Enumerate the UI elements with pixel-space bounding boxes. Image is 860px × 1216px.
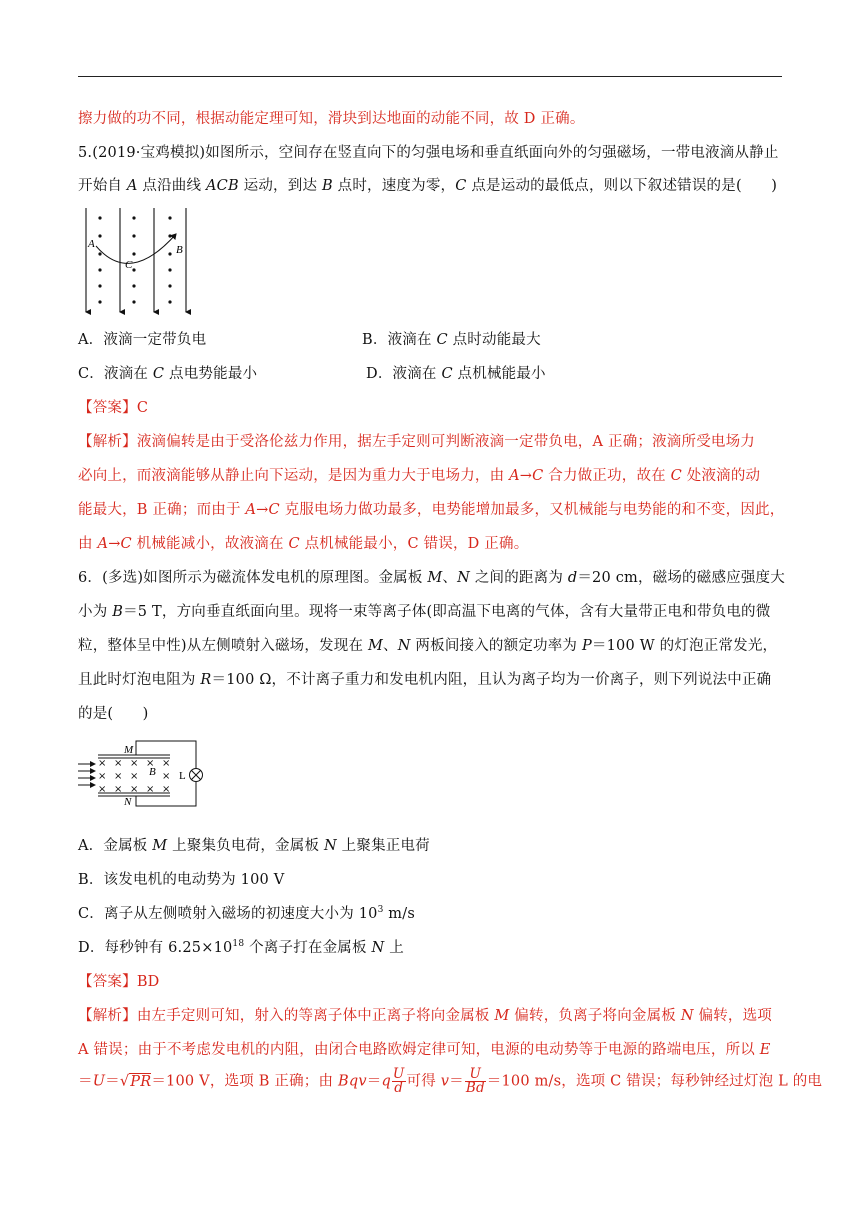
svg-text:×: × xyxy=(98,771,107,782)
q5-option-c: C．液滴在 C 点电势能最小 xyxy=(78,366,258,382)
label-lamp: L xyxy=(179,770,186,782)
q6-analysis-line2: A 错误；由于不考虑发电机的内阻，由闭合电路欧姆定律可知，电源的电动势等于电源的路端电压，所以 E xyxy=(78,1042,771,1058)
q6-option-b: B．该发电机的电动势为 100 V xyxy=(78,872,285,888)
svg-text:×: × xyxy=(114,758,123,769)
magnetic-field-dots xyxy=(98,216,171,303)
q5-option-a: A．液滴一定带负电 xyxy=(78,332,207,348)
q5-field-diagram xyxy=(80,206,192,318)
svg-text:×: × xyxy=(98,784,107,795)
electric-field-lines xyxy=(86,208,186,312)
header-rule xyxy=(78,76,782,77)
q6-option-c: C．离子从左侧喷射入磁场的初速度大小为 $10^3$ m/s xyxy=(78,905,415,922)
fraction-u-over-d: $\frac{U}{d}$ xyxy=(392,1066,405,1096)
label-n: N xyxy=(124,796,132,808)
q5-analysis-line3: 能最大，B 正确；而由于 A→C 克服电场力做功最多，电势能增加最多，又机械能与电势能的和不变，因此， xyxy=(78,502,785,518)
svg-text:×: × xyxy=(162,784,171,795)
label-c: C xyxy=(125,259,133,271)
q6-stem-line3: 粒，整体呈中性)从左侧喷射入磁场，发现在 M、N 两板间接入的额定功率为 P＝100 W 的灯泡正常发光， xyxy=(78,638,778,654)
svg-text:×: × xyxy=(130,784,139,795)
svg-text:×: × xyxy=(162,758,171,769)
q5-stem-line2: 开始自 A 点沿曲线 ACB 运动，到达 B 点时，速度为零，C 点是运动的最低点，则以下叙述错误的是( ) xyxy=(78,178,778,194)
fraction-u-over-bd: $\frac{U}{Bd}$ xyxy=(465,1066,485,1096)
label-b: B xyxy=(176,244,183,256)
q6-generator-diagram xyxy=(78,738,210,808)
svg-text:×: × xyxy=(114,784,123,795)
trajectory-curve xyxy=(96,234,176,263)
q5-option-d: D．液滴在 C 点机械能最小 xyxy=(366,366,546,382)
label-b-field: B xyxy=(149,766,156,778)
svg-text:×: × xyxy=(162,771,171,782)
continuation-line: 擦力做的功不同，根据动能定理可知，滑块到达地面的动能不同，故 D 正确。 xyxy=(78,111,585,127)
q6-option-a: A．金属板 M 上聚集负电荷，金属板 N 上聚集正电荷 xyxy=(78,838,430,854)
svg-text:×: × xyxy=(146,758,155,769)
q6-stem-line2: 小为 B＝5 T，方向垂直纸面向里。现将一束等离子体(即高温下电离的气体，含有大量带正电和带负电的微 xyxy=(78,604,771,620)
svg-text:×: × xyxy=(130,771,139,782)
q5-analysis-line1: 【解析】液滴偏转是由于受洛伦兹力作用，据左手定则可判断液滴一定带负电，A 正确；液滴所受电场力 xyxy=(78,434,755,450)
svg-text:×: × xyxy=(146,784,155,795)
q5-analysis-line4: 由 A→C 机械能减小，故液滴在 C 点机械能最小，C 错误，D 正确。 xyxy=(78,536,529,552)
q6-answer: 【答案】BD xyxy=(78,974,160,990)
svg-text:×: × xyxy=(114,771,123,782)
plasma-beam-arrows xyxy=(78,764,95,785)
q5-option-b: B．液滴在 C 点时动能最大 xyxy=(362,332,541,348)
q5-analysis-line2: 必向上，而液滴能够从静止向下运动，是因为重力大于电场力，由 A→C 合力做正功，故在 C 处液滴的动 xyxy=(78,468,761,484)
svg-text:×: × xyxy=(130,758,139,769)
q6-stem-line1: 6．(多选)如图所示为磁流体发电机的原理图。金属板 M、N 之间的距离为 d＝20 cm，磁场的磁感应强度大 xyxy=(78,570,785,586)
q6-stem-line5: 的是( ) xyxy=(78,706,149,722)
q6-analysis-line3: ＝U＝√PR＝100 V，选项 B 正确；由 Bqv＝q $\frac{U}{d}$ 可得 v＝ $\frac{U}{Bd}$ ＝100 m/s，选项 C 错误；每秒钟经过灯泡 L 的电 xyxy=(78,1066,823,1096)
q6-option-d: D．每秒钟有 $6.25\times 10^{18}$ 个离子打在金属板 N 上 xyxy=(78,939,404,956)
q5-answer: 【答案】C xyxy=(78,400,149,416)
label-m: M xyxy=(124,744,134,756)
q6-analysis-line1: 【解析】由左手定则可知，射入的等离子体中正离子将向金属板 M 偏转，负离子将向金属板 N 偏转，选项 xyxy=(78,1008,773,1024)
q5-stem-line1: 5.(2019·宝鸡模拟)如图所示，空间存在竖直向下的匀强电场和垂直纸面向外的匀强磁场，一带电液滴从静止 xyxy=(78,145,779,161)
q6-stem-line4: 且此时灯泡电阻为 R＝100 Ω，不计离子重力和发电机内阻，且认为离子均为一价离子，则下列说法中正确 xyxy=(78,672,772,688)
magnetic-field-crosses xyxy=(98,758,170,795)
label-a: A xyxy=(88,238,95,250)
svg-text:×: × xyxy=(98,758,107,769)
